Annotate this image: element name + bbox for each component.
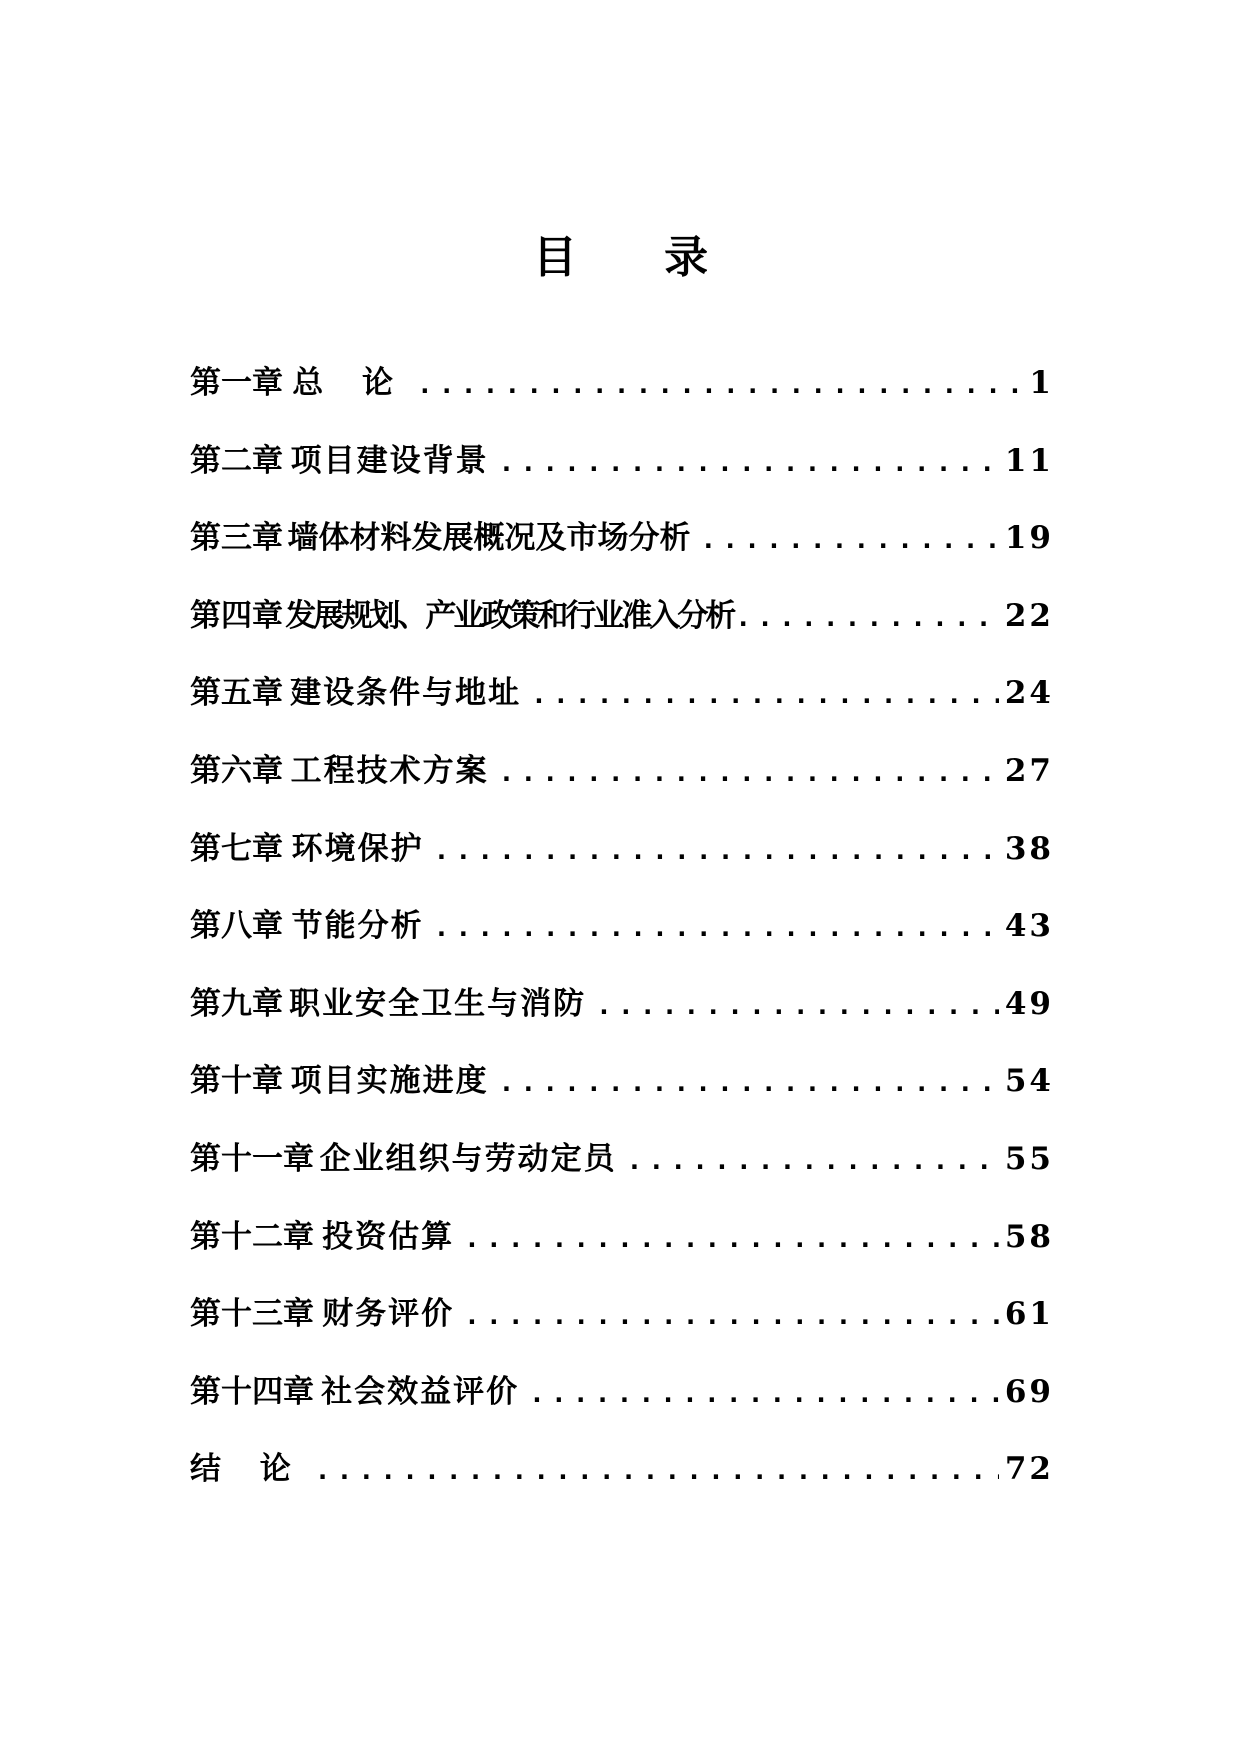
toc-entry-13[interactable] — [190, 1288, 1054, 1366]
toc-page-number: 43 — [1004, 908, 1054, 945]
toc-page-number: 27 — [1004, 752, 1054, 789]
toc-entry-6[interactable] — [190, 745, 1054, 823]
toc-dot-leader — [315, 1456, 999, 1486]
toc-heading: 项目实施进度 — [290, 1063, 489, 1100]
toc-dot-leader — [464, 1301, 999, 1331]
toc-entry-11[interactable] — [190, 1133, 1054, 1211]
toc-entry-3[interactable] — [190, 512, 1054, 590]
toc-chapter-number: 第三章 — [190, 520, 283, 557]
toc-dot-leader — [499, 758, 999, 788]
toc-dot-leader — [417, 370, 1023, 400]
toc-dot-leader — [596, 991, 999, 1021]
toc-chapter-number: 第十一章 — [190, 1140, 314, 1177]
toc-dot-leader — [529, 1379, 999, 1409]
toc-heading: 墙体材料发展概况及市场分析 — [287, 520, 691, 557]
toc-heading: 工程技术方案 — [290, 752, 489, 789]
toc-dot-leader — [735, 603, 998, 633]
toc-dot-leader — [701, 525, 999, 555]
toc-heading: 投资估算 — [322, 1218, 455, 1255]
toc-chapter-number: 第八章 — [190, 908, 283, 945]
toc-chapter-number: 第六章 — [190, 752, 283, 789]
toc-chapter-number: 第二章 — [190, 442, 283, 479]
toc-dot-leader — [499, 1068, 999, 1098]
toc-entry-8[interactable] — [190, 900, 1054, 978]
toc-page-number: 49 — [1004, 985, 1054, 1022]
toc-entry-12[interactable] — [190, 1211, 1054, 1289]
toc-chapter-number: 第七章 — [190, 830, 283, 867]
toc-heading: 企业组织与劳动定员 — [319, 1140, 617, 1177]
toc-heading: 职业安全卫生与消防 — [289, 985, 587, 1022]
toc-chapter-number: 第十四章 — [190, 1373, 314, 1410]
page-title: 目 录 — [532, 232, 745, 283]
toc-page-number: 22 — [1004, 597, 1054, 634]
toc-entry-7[interactable] — [190, 823, 1054, 901]
toc-dot-leader — [627, 1146, 999, 1176]
toc-entry-14[interactable] — [190, 1366, 1054, 1444]
toc-heading: 财务评价 — [322, 1296, 455, 1333]
toc-entry-4[interactable] — [190, 590, 1054, 668]
toc-entry-9[interactable] — [190, 978, 1054, 1056]
toc-page-number: 24 — [1004, 675, 1054, 712]
toc-dot-leader — [464, 1224, 999, 1254]
toc-heading: 环境保护 — [291, 830, 424, 867]
toc-heading: 发展规划、产业政策和行业准入分析 — [285, 597, 734, 634]
toc-page-number: 61 — [1004, 1296, 1054, 1333]
toc-heading: 总 论 — [292, 365, 408, 401]
toc-entry-1[interactable] — [190, 357, 1054, 435]
toc-heading: 节能分析 — [291, 908, 424, 945]
toc-chapter-number: 第十三章 — [190, 1296, 314, 1333]
table-of-contents — [190, 357, 1054, 1521]
toc-entry-5[interactable] — [190, 667, 1054, 745]
toc-page-number: 69 — [1004, 1373, 1054, 1410]
toc-page-number: 58 — [1004, 1218, 1054, 1255]
toc-chapter-number: 第五章 — [190, 675, 283, 712]
toc-chapter-number: 第十章 — [190, 1063, 283, 1100]
toc-page-number: 72 — [1004, 1451, 1054, 1488]
toc-heading: 社会效益评价 — [321, 1373, 520, 1410]
toc-page-number: 1 — [1029, 365, 1054, 401]
toc-page-number: 55 — [1004, 1140, 1054, 1177]
toc-heading: 结 论 — [190, 1451, 305, 1488]
toc-dot-leader — [531, 680, 999, 710]
toc-page-number: 19 — [1004, 520, 1054, 557]
toc-page-number: 38 — [1004, 830, 1054, 867]
toc-chapter-number: 第一章 — [190, 365, 283, 401]
toc-entry-10[interactable] — [190, 1055, 1054, 1133]
toc-page-number: 54 — [1004, 1063, 1054, 1100]
toc-heading: 项目建设背景 — [290, 442, 489, 479]
toc-dot-leader — [434, 836, 999, 866]
toc-chapter-number: 第四章 — [190, 597, 283, 634]
toc-entry-15[interactable] — [190, 1443, 1054, 1521]
toc-chapter-number: 第十二章 — [190, 1218, 314, 1255]
toc-page-number: 11 — [1004, 442, 1054, 479]
toc-dot-leader — [434, 913, 999, 943]
toc-chapter-number: 第九章 — [190, 985, 283, 1022]
toc-dot-leader — [499, 448, 999, 478]
toc-entry-2[interactable] — [190, 435, 1054, 513]
toc-heading: 建设条件与地址 — [290, 675, 522, 712]
